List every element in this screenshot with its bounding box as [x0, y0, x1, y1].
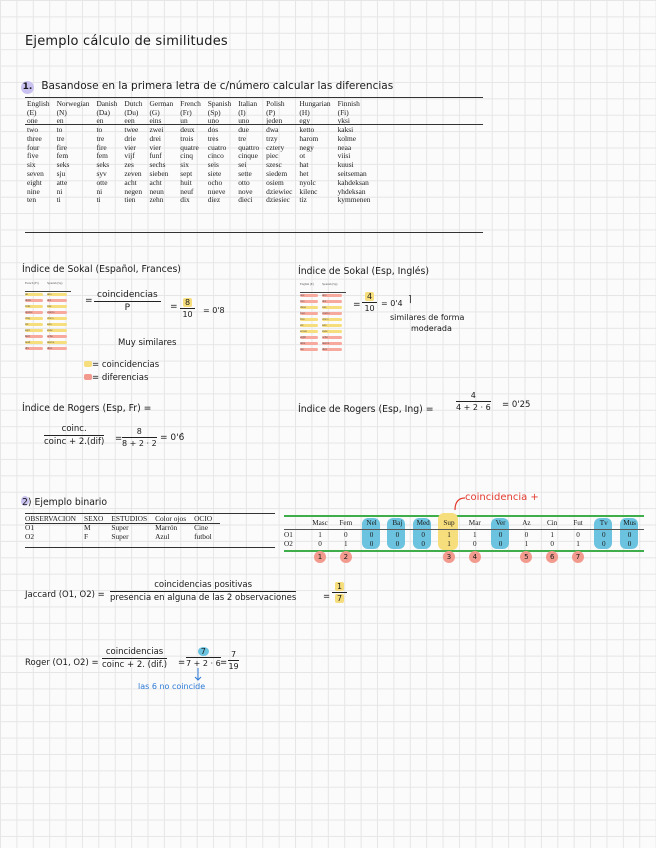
obs-cell: Azul: [155, 531, 170, 541]
column-header: Finnish (Fi): [337, 99, 360, 117]
obs-cell: M: [84, 523, 91, 532]
table-cell: siete: [207, 168, 222, 178]
rogers-esp-ing-heading: Índice de Rogers (Esp, Ing) =: [298, 404, 434, 415]
table-row: [27, 196, 377, 205]
sokal2-value: [362, 292, 377, 313]
table-cell: funf: [149, 151, 162, 161]
table-cell: to: [56, 124, 63, 134]
rogers1-v-num: 8: [122, 427, 157, 438]
table-cell: uno: [207, 116, 219, 126]
mini-row: three tres: [300, 306, 346, 312]
table-cell: two: [27, 124, 39, 134]
rogers2-value: [456, 391, 491, 412]
column-header: German (G): [149, 99, 174, 117]
sokal2-val-num: 4: [367, 292, 373, 301]
binary-cell: 0: [602, 540, 606, 548]
mini-row: five cinco: [300, 318, 346, 324]
table-cell: zes: [124, 160, 134, 170]
binary-cell: 0: [473, 540, 477, 548]
down-arrow-icon: [194, 668, 202, 682]
table-cell: kahdeksan: [337, 177, 369, 187]
table-cell: due: [238, 124, 249, 134]
binary-column-header: Ver: [495, 519, 506, 527]
obs-top-rule: [25, 513, 275, 514]
rogers1-v-den: 8 + 2 · 2: [122, 439, 157, 448]
difference-mark: 1: [314, 551, 326, 563]
table-cell: ketto: [299, 124, 315, 134]
coincidencia-annotation: coincidencia +: [465, 492, 539, 503]
mini-row: nine nueve: [300, 342, 346, 348]
binary-column-header: Cin: [546, 519, 558, 527]
language-numbers-table: [27, 100, 377, 205]
jaccard-eq: =: [323, 592, 331, 602]
table-cell: fem: [56, 151, 69, 161]
obs-row: [25, 533, 220, 542]
rogers1-formula: [44, 424, 104, 447]
binary-matrix: [284, 512, 644, 554]
mini-row: two dos: [300, 300, 346, 306]
table-cell: neuf: [180, 186, 194, 196]
binary-cell: 1: [576, 540, 580, 548]
mini-row: un uno: [25, 293, 71, 299]
table-cell: kaksi: [337, 124, 354, 134]
binary-cell: 1: [550, 531, 554, 539]
table-row: [27, 179, 377, 188]
table-cell: sette: [238, 168, 252, 178]
jaccard-v-den: 7: [337, 594, 343, 603]
table-cell: deux: [180, 124, 195, 134]
jaccard-v-num: 1: [337, 582, 343, 591]
rogers1-result: = 0'6̂: [160, 433, 185, 443]
table-cell: trois: [180, 133, 194, 143]
table-cell: cuatro: [207, 142, 227, 152]
table-cell: huit: [180, 177, 192, 187]
mini-row: dix diez: [25, 347, 71, 353]
column-header: English (E): [27, 99, 50, 117]
mini-header-sp2: Spanish (Sp): [322, 282, 338, 286]
table-cell: tre: [56, 133, 65, 143]
table-cell: negen: [124, 186, 143, 196]
table-cell: ti: [96, 195, 101, 205]
column-header: Hungarian (H): [299, 99, 331, 117]
column-header: Italian (I): [238, 99, 258, 117]
table-cell: ni: [56, 186, 63, 196]
sokal1-num: coincidencias: [94, 290, 161, 302]
sokal2-eq: =: [353, 300, 361, 310]
table-cell: one: [27, 116, 38, 126]
table-cell: uno: [238, 116, 250, 126]
mini-table-en-sp: [300, 283, 346, 359]
jaccard-label: Jaccard (O1, O2) =: [25, 590, 105, 600]
table-cell: vijf: [124, 151, 135, 161]
sokal1-den: P: [124, 303, 131, 313]
table-cell: quattro: [238, 142, 260, 152]
binary-column-header: Sup: [443, 519, 455, 527]
table-cell: seks: [56, 160, 70, 170]
difference-mark: 3: [443, 551, 455, 563]
table-cell: yhdeksan: [337, 186, 366, 196]
page-title: Ejemplo cálculo de similitudes: [25, 34, 228, 49]
table-cell: eight: [27, 177, 42, 187]
table-cell: drie: [124, 133, 136, 143]
sokal1-formula: [94, 290, 161, 313]
obs-bottom-rule: [25, 547, 275, 548]
binary-cell: 0: [498, 531, 503, 539]
roger-v-den: 7 + 2 · 6: [186, 659, 221, 668]
mini-row: quatre cuatro: [25, 311, 71, 317]
binary-cell: 0: [550, 540, 554, 548]
sokal-esp-fr-heading: Índice de Sokal (Español, Frances): [22, 264, 181, 275]
table-cell: diez: [207, 195, 221, 205]
obs-cell: Cine: [194, 523, 209, 532]
roger-eq: =: [178, 658, 186, 668]
binary-cell: 0: [524, 531, 529, 539]
table-cell: syv: [96, 168, 107, 178]
roger-r-den: 19: [228, 662, 239, 671]
table-row: [27, 135, 377, 144]
difference-mark: 7: [572, 551, 584, 563]
table-cell: een: [124, 116, 135, 126]
table-cell: ten: [27, 195, 37, 205]
sokal1-eq-sign: =: [85, 296, 93, 306]
table-row: [27, 152, 377, 161]
table-cell: kolme: [337, 133, 357, 143]
table-cell: eins: [149, 116, 162, 126]
column-header: Spanish (Sp): [207, 99, 232, 117]
mini-row: huit ocho: [25, 335, 71, 341]
observations-table: [25, 513, 220, 541]
table-cell: jeden: [266, 116, 283, 126]
obs-column-header: SEXO: [84, 514, 111, 524]
table-cell: piec: [266, 151, 279, 161]
table-cell: twee: [124, 124, 139, 134]
yellow-swatch: [84, 361, 92, 367]
table-cell: sieben: [149, 168, 169, 178]
roger-label: Roger (O1, O2) =: [25, 658, 99, 668]
table-cell: four: [27, 142, 40, 152]
jaccard-value: [332, 582, 347, 603]
binary-column-header: Mar: [468, 519, 481, 527]
table-cell: atte: [56, 177, 68, 187]
mini-header-fr: French (Fr): [25, 281, 39, 285]
obs-column-header: ESTUDIOS: [111, 514, 155, 524]
table-cell: six: [27, 160, 36, 170]
binary-cell: 0: [395, 531, 400, 539]
column-header: Norwegian (N): [56, 99, 90, 117]
roger-eq2: =: [220, 658, 228, 668]
mini-row: deux dos: [25, 299, 71, 305]
sokal1-result: = 0'8: [203, 306, 225, 315]
binary-cell: 1: [447, 540, 451, 548]
binary-column-header: Masc: [312, 519, 328, 527]
table-cell: tres: [207, 133, 219, 143]
table-cell: fem: [96, 151, 108, 161]
obs-cell: futbol: [194, 531, 212, 541]
rogers1-den: coinc + 2.(dif): [44, 437, 105, 447]
jaccard-formula: [110, 580, 296, 603]
rogers2-v-den: 4 + 2 · 6: [456, 403, 491, 412]
table-cell: hat: [299, 160, 309, 170]
sokal2-note2: moderada: [411, 324, 452, 333]
sokal1-val-den: 10: [182, 310, 193, 319]
column-header: French (Fr): [180, 99, 201, 117]
table-cell: ni: [96, 186, 103, 196]
table-cell: nove: [238, 186, 253, 196]
section-2-heading: 2) Ejemplo binario: [22, 497, 108, 508]
roger-den: coinc + 2. (dif.): [102, 660, 168, 670]
table-cell: zeven: [124, 168, 142, 178]
mini-row: eight ocho: [300, 336, 346, 342]
obs-cell: Marrón: [155, 523, 178, 532]
table-cell: viisi: [337, 151, 351, 161]
brace-icon: ⌉: [408, 295, 412, 305]
table-cell: tre: [96, 133, 105, 143]
table-cell: sept: [180, 168, 193, 178]
roger-formula: [102, 647, 167, 670]
binary-column-header: Baj: [392, 519, 403, 527]
legend-diferencias: = diferencias: [84, 373, 148, 383]
mini-row: sept siete: [25, 329, 71, 335]
table-cell: ot: [299, 151, 306, 161]
table-cell: cinque: [238, 151, 258, 161]
table-cell: sju: [56, 168, 66, 178]
mini-row: cinq cinco: [25, 317, 71, 323]
table-cell: to: [96, 124, 103, 134]
roger-result: [228, 650, 239, 671]
rogers1-value: [122, 427, 157, 448]
binary-cell: 0: [395, 540, 400, 548]
jaccard-den: presencia en alguna de las 2 observaciones: [110, 593, 297, 603]
difference-mark: 2: [340, 551, 352, 563]
table-cell: cinq: [180, 151, 193, 161]
obs-column-header: Color ojos: [155, 514, 194, 524]
table-row: [27, 170, 377, 179]
rogers1-eq: =: [115, 434, 123, 444]
binary-row-label: O1: [284, 531, 293, 539]
binary-cell: 0: [421, 540, 425, 548]
rogers2-v-num: 4: [456, 391, 491, 402]
difference-mark: 5: [520, 551, 532, 563]
table-cell: dwa: [266, 124, 279, 134]
table-row: [27, 188, 377, 197]
binary-column-header: Fem: [339, 519, 353, 527]
table-cell: vier: [124, 142, 136, 152]
table-cell: kymmenen: [337, 195, 371, 205]
table-cell: yksi: [337, 116, 350, 126]
table-cell: dix: [180, 195, 190, 205]
table-bottom-rule: [25, 232, 483, 233]
table-cell: seis: [207, 160, 219, 170]
table-cell: cztery: [266, 142, 285, 152]
binary-cell: 1: [447, 531, 451, 539]
sokal2-result: = 0'4: [381, 299, 403, 308]
table-cell: neun: [149, 186, 164, 196]
binary-cell: 0: [498, 540, 503, 548]
binary-cell: 0: [369, 540, 374, 548]
binary-cell: 0: [344, 531, 348, 539]
binary-cell: 1: [524, 540, 529, 548]
mini-row: trois tres: [25, 305, 71, 311]
rogers-esp-fr-heading: Índice de Rogers (Esp, Fr) =: [22, 403, 152, 414]
binary-column-header: Fut: [573, 519, 583, 527]
table-cell: tiz: [299, 195, 307, 205]
mini-row: ten diez: [300, 348, 346, 354]
table-cell: ti: [56, 195, 61, 205]
sokal1-value: [180, 298, 195, 319]
table-cell: zehn: [149, 195, 164, 205]
binary-cell: 0: [602, 531, 606, 539]
obs-cell: F: [84, 531, 89, 541]
mini-row: one uno: [300, 294, 346, 300]
table-cell: six: [180, 160, 189, 170]
table-cell: otto: [238, 177, 250, 187]
binary-column-header: Tv: [599, 519, 608, 527]
table-cell: seven: [27, 168, 44, 178]
binary-column-header: Med: [416, 519, 430, 527]
table-top-rule: [25, 97, 483, 98]
binary-cell: 0: [627, 540, 632, 548]
table-cell: het: [299, 168, 309, 178]
mini-row: seven siete: [300, 330, 346, 336]
obs-cell: Super: [111, 523, 129, 532]
table-cell: three: [27, 133, 42, 143]
column-header: Polish (P): [266, 99, 285, 117]
table-cell: un: [180, 116, 188, 126]
table-cell: dieci: [238, 195, 253, 205]
mini-header-sp: Spanish (Sp): [47, 281, 63, 285]
sokal2-val-den: 10: [364, 304, 375, 313]
section-1-heading: [21, 80, 393, 94]
legend-coincidencias: = coincidencias: [84, 360, 159, 370]
table-cell: nine: [27, 186, 40, 196]
table-cell: acht: [124, 177, 137, 187]
jaccard-num: coincidencias positivas: [110, 580, 296, 592]
roger-v-num: 7: [198, 647, 209, 656]
sokal1-note: Muy similares: [118, 338, 177, 348]
table-cell: nueve: [207, 186, 226, 196]
binary-cell: 0: [318, 540, 322, 548]
table-cell: en: [56, 116, 64, 126]
table-cell: ocho: [207, 177, 223, 187]
table-cell: vier: [149, 142, 161, 152]
table-cell: neaa: [337, 142, 352, 152]
mini-row: six seis: [300, 324, 346, 330]
table-cell: otte: [96, 177, 108, 187]
roger-num: coincidencias: [102, 647, 167, 659]
table-cell: egy: [299, 116, 311, 126]
table-cell: fire: [96, 142, 107, 152]
table-cell: zwei: [149, 124, 164, 134]
binary-cell: 1: [344, 540, 348, 548]
roger-note: las 6 no coincide: [138, 682, 206, 691]
table-cell: trzy: [266, 133, 278, 143]
table-cell: dos: [207, 124, 219, 134]
table-cell: negy: [299, 142, 314, 152]
table-cell: five: [27, 151, 39, 161]
binary-cell: 0: [369, 531, 374, 539]
table-cell: drei: [149, 133, 161, 143]
table-cell: fire: [56, 142, 67, 152]
mini-header-en: English (E): [300, 282, 314, 286]
difference-mark: 6: [546, 551, 558, 563]
column-header: Dutch (Du): [124, 99, 143, 117]
table-cell: sei: [238, 160, 247, 170]
roger-value: [186, 647, 221, 668]
mini-row: neuf nueve: [25, 341, 71, 347]
table-cell: quatre: [180, 142, 199, 152]
sokal1-val-num: 8: [185, 298, 191, 307]
binary-cell: 0: [627, 531, 632, 539]
obs-column-header: OBSERVACION: [25, 514, 84, 524]
sokal1-eq2: =: [170, 302, 178, 312]
sokal2-note1: similares de forma: [390, 313, 465, 322]
table-cell: kilenc: [299, 186, 318, 196]
obs-cell: O2: [25, 531, 35, 541]
obs-cell: O1: [25, 523, 35, 532]
table-cell: szesc: [266, 160, 282, 170]
table-cell: kuusi: [337, 160, 354, 170]
obs-cell: Super: [111, 531, 129, 541]
table-cell: seks: [96, 160, 110, 170]
table-row: [27, 144, 377, 153]
mini-row: four cuatro: [300, 312, 346, 318]
binary-cell: 0: [576, 531, 580, 539]
table-cell: cinco: [207, 151, 224, 161]
binary-column-header: Nel: [366, 519, 377, 527]
table-cell: sechs: [149, 160, 166, 170]
section-1-text: Basandose en la primera letra de c/número calcular las diferencias: [41, 80, 394, 92]
table-cell: en: [96, 116, 104, 126]
red-swatch: [84, 374, 92, 380]
binary-column-header: Az: [522, 519, 531, 527]
table-cell: dziesiec: [266, 195, 290, 205]
table-row: [27, 161, 377, 170]
roger-r-num: 7: [228, 650, 239, 661]
difference-mark: 4: [469, 551, 481, 563]
rogers2-result: = 0'25: [502, 400, 531, 410]
table-cell: acht: [149, 177, 162, 187]
table-cell: harom: [299, 133, 319, 143]
table-row: [27, 126, 377, 135]
rogers1-num: coinc.: [44, 424, 104, 436]
sokal-esp-ing-heading: Índice de Sokal (Esp, Inglés): [298, 266, 429, 277]
table-row: [27, 117, 377, 126]
table-cell: seitseman: [337, 168, 367, 178]
binary-row-label: O2: [284, 540, 293, 548]
mini-table-fr-sp: [25, 282, 71, 358]
binary-column-header: Mus: [623, 519, 636, 527]
table-cell: dziewiec: [266, 186, 293, 196]
table-cell: tre: [238, 133, 246, 143]
table-cell: nyolc: [299, 177, 316, 187]
binary-cell: 1: [318, 531, 322, 539]
binary-cell: 0: [421, 531, 425, 539]
section-number-badge: 1.: [22, 82, 33, 92]
table-cell: osiem: [266, 177, 284, 187]
obs-column-header: OCIO: [194, 514, 220, 524]
table-cell: siedem: [266, 168, 288, 178]
table-cell: tien: [124, 195, 136, 205]
mini-row: six seis: [25, 323, 71, 329]
column-header: Danish (Da): [96, 99, 118, 117]
binary-cell: 1: [473, 531, 477, 539]
